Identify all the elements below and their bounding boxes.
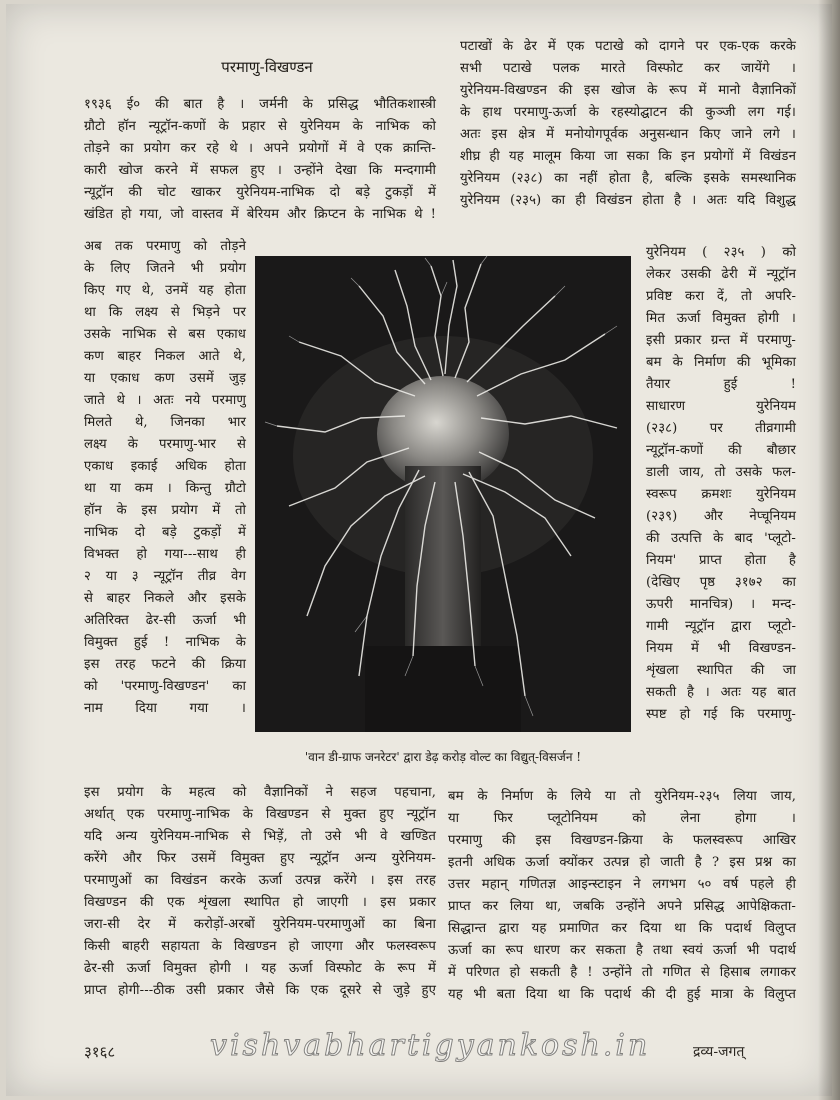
- text-line: खंडित हो गया, जो वास्तव में बेरियम और क्रिप्टन के नाभिक थे !: [84, 207, 436, 222]
- text-line: युरेनियम (२३८) का नहीं होता है, बल्कि इसके समस्थानिक: [460, 171, 796, 186]
- text-line: बम के निर्माण के लिये या तो युरेनियम-२३५ लिया जाय,: [448, 789, 796, 804]
- text-line: की उत्पत्ति के बाद 'प्लूटो-: [646, 531, 796, 546]
- text-line: ढेर-सी ऊर्जा विमुक्त होगी । यह ऊर्जा विस्फोट के रूप में: [84, 961, 436, 976]
- text-line: प्रविष्ट करा दें, तो अपरि-: [646, 289, 796, 304]
- text-line: साधारण युरेनियम: [646, 399, 796, 414]
- van-de-graaff-photo: [255, 256, 631, 732]
- text-line: ऊर्जा का रूप धारण कर सकता है तथा स्वयं ऊर्जा भी पदार्थ: [448, 943, 796, 958]
- text-line: युरेनियम-विखण्डन की इस खोज के रूप में मानो वैज्ञानिकों: [460, 83, 796, 98]
- page-edge-shadow: [818, 0, 840, 1100]
- text-line: किसी बाहरी सहायता के विखण्डन हो जाएगा और फलस्वरूप: [84, 939, 436, 954]
- text-line: शीघ्र ही यह मालूम किया जा सका कि इन प्रयोगों में विखंडन: [460, 149, 796, 164]
- text-line: जरा-सी देर में करोड़ों-अरबों युरेनियम-परमाणुओं का बिना: [84, 917, 436, 932]
- left-column-conclusion: [84, 782, 436, 1002]
- text-line: अतिरिक्त ढेर-सी ऊर्जा भी: [84, 613, 246, 628]
- text-line: विखण्डन की एक शृंखला स्थापित हो जाएगी । इस प्रकार: [84, 895, 436, 910]
- text-line: इतनी अधिक ऊर्जा क्योंकर उत्पन्न हो जाती है ? इस प्रश्न का: [448, 855, 796, 870]
- text-line: के हाथ परमाणु-ऊर्जा के रहस्योद्घाटन की कुञ्जी लग गई।: [460, 105, 796, 120]
- text-line: एकाध इकाई अधिक होता: [84, 459, 246, 474]
- text-line: या फिर प्लूटोनियम को लेना होगा ।: [448, 811, 796, 826]
- text-line: मिलते थे, जिनका भार: [84, 415, 246, 430]
- text-line: ऊपरी मानचित्र) । मन्द-: [646, 597, 796, 612]
- text-line: अतः इस क्षेत्र में मनोयोगपूर्वक अनुसन्धान किए जाने लगे ।: [460, 127, 796, 142]
- text-line: विमुक्त हुई ! नाभिक के: [84, 635, 246, 650]
- text-line: विभक्त हो गया---साथ ही: [84, 547, 246, 562]
- text-line: १९३६ ई० की बात है । जर्मनी के प्रसिद्ध भौतिकशास्त्री: [84, 97, 436, 112]
- text-line: लेकर उसकी ढेरी में न्यूट्रॉन: [646, 267, 796, 282]
- text-line: नियम' प्राप्त होता है: [646, 553, 796, 568]
- text-line: (२३८) पर तीव्रगामी: [646, 421, 796, 436]
- electric-discharge-illustration: [255, 256, 631, 732]
- text-line: था कि लक्ष्य से भिड़ने पर: [84, 305, 246, 320]
- text-line: (देखिए पृष्ठ ३१७२ का: [646, 575, 796, 590]
- text-line: कण बाहर निकल आते थे,: [84, 349, 246, 364]
- text-line: प्राप्त होगी---ठीक उसी प्रकार जैसे कि एक दूसरे से जुड़े हुए: [84, 983, 436, 998]
- text-line: तोड़ने का प्रयोग कर रहे थे । अपने प्रयोगों में वे एक क्रान्ति-: [84, 141, 436, 156]
- text-line: परमाणु की इस विखण्डन-क्रिया के फलस्वरूप आखिर: [448, 833, 796, 848]
- figure-caption: 'वान डी-ग्राफ जनरेटर' द्वारा डेढ़ करोड़ वोल्ट का विद्युत्-विसर्जन !: [304, 750, 582, 764]
- text-line: नियम में भी विखण्डन-: [646, 641, 796, 656]
- text-line: यदि अन्य युरेनियम-नाभिक से भिड़ें, तो उसे भी वे खण्डित: [84, 829, 436, 844]
- text-line: उसके नाभिक से बस एकाध: [84, 327, 246, 342]
- text-line: से बाहर निकले और इसके: [84, 591, 246, 606]
- right-column-conclusion: [448, 786, 796, 1006]
- text-line: अब तक परमाणु को तोड़ने: [84, 239, 246, 254]
- text-line: कारी खोज करने में सफल हुए । उन्होंने देखा कि मन्दगामी: [84, 163, 436, 178]
- text-line: प्राप्त कर लिया था, जबकि उन्होंने अपने प्रसिद्ध आपेक्षिकता-: [448, 899, 796, 914]
- left-column-intro: [84, 94, 436, 226]
- text-line: ग्रौटो हॉन न्यूट्रॉन-कणों के प्रहार से युरेनियम के नाभिक को: [84, 119, 436, 134]
- text-line: न्यूट्रॉन की चोट खाकर युरेनियम-नाभिक दो बड़े टुकड़ों में: [84, 185, 436, 200]
- text-line: न्यूट्रॉन-कणों की बौछार: [646, 443, 796, 458]
- text-line: युरेनियम (२३५) का ही विखंडन होता है । अतः यदि विशुद्ध: [460, 193, 796, 208]
- text-line: अर्थात् एक परमाणु-नाभिक के विखण्डन से मुक्त हुए न्यूट्रॉन: [84, 807, 436, 822]
- page-title: परमाणु-विखण्डन: [221, 58, 313, 76]
- text-line: करेंगे और फिर उसमें विमुक्त हुए न्यूट्रॉन अन्य युरेनियम-: [84, 851, 436, 866]
- text-line: था या कम । किन्तु ग्रौटो: [84, 481, 246, 496]
- text-line: जाते थे । अतः नये परमाणु: [84, 393, 246, 408]
- text-line: मित ऊर्जा विमुक्त होगी ।: [646, 311, 796, 326]
- text-line: इस प्रयोग के महत्व को वैज्ञानिकों ने सहज पहचाना,: [84, 785, 436, 800]
- text-line: सकती है । अतः यह बात: [646, 685, 796, 700]
- text-line: २ या ३ न्यूट्रॉन तीव्र वेग: [84, 569, 246, 584]
- text-line: स्वरूप क्रमशः युरेनियम: [646, 487, 796, 502]
- page-number: ३१६८: [84, 1043, 116, 1061]
- text-line: तैयार हुई !: [646, 377, 796, 392]
- right-column-wrapped-text: [646, 242, 796, 726]
- text-line: सिद्धान्त द्वारा यह प्रमाणित कर दिया था कि पदार्थ विलुप्त: [448, 921, 796, 936]
- text-line: उत्तर महान् गणितज्ञ आइन्स्टाइन ने लगभग ५० वर्ष पहले ही: [448, 877, 796, 892]
- text-line: गामी न्यूट्रॉन द्वारा प्लूटो-: [646, 619, 796, 634]
- text-line: हॉन के इस प्रयोग में तो: [84, 503, 246, 518]
- text-line: किए गए थे, उनमें यह होता: [84, 283, 246, 298]
- text-line: इस तरह फटने की क्रिया: [84, 657, 246, 672]
- text-line: को 'परमाणु-विखण्डन' का: [84, 679, 246, 694]
- text-line: परमाणुओं का विखंडन करके ऊर्जा उत्पन्न करेंगे । इस तरह: [84, 873, 436, 888]
- text-line: पटाखों के ढेर में एक पटाखे को दागने पर एक-एक करके: [460, 39, 796, 54]
- site-watermark: vishvabhartigyankosh.in: [210, 1028, 651, 1063]
- text-line: (२३९) और नेप्चूनियम: [646, 509, 796, 524]
- text-line: शृंखला स्थापित की जा: [646, 663, 796, 678]
- text-line: डाली जाय, तो उसके फल-: [646, 465, 796, 480]
- running-title: द्रव्य-जगत्: [693, 1044, 745, 1060]
- text-line: स्पष्ट हो गई कि परमाणु-: [646, 707, 796, 722]
- text-line: नाभिक दो बड़े टुकड़ों में: [84, 525, 246, 540]
- text-line: नाम दिया गया ।: [84, 701, 246, 716]
- text-line: में परिणत हो सकती है ! उन्होंने तो गणित से हिसाब लगाकर: [448, 965, 796, 980]
- text-line: सभी पटाखे पलक मारते विस्फोट कर जायेंगे ।: [460, 61, 796, 76]
- text-line: बम के निर्माण की भूमिका: [646, 355, 796, 370]
- right-column-intro: [460, 36, 796, 212]
- text-line: इसी प्रकार ग्रन्त में परमाणु-: [646, 333, 796, 348]
- text-line: युरेनियम ( २३५ ) को: [646, 245, 796, 260]
- text-line: या एकाध कण उसमें जुड़: [84, 371, 246, 386]
- text-line: के लिए जितने भी प्रयोग: [84, 261, 246, 276]
- text-line: यह भी बता दिया था कि पदार्थ की दी हुई मात्रा के विलुप्त: [448, 987, 796, 1002]
- left-column-wrapped-text: [84, 236, 246, 720]
- text-line: लक्ष्य के परमाणु-भार से: [84, 437, 246, 452]
